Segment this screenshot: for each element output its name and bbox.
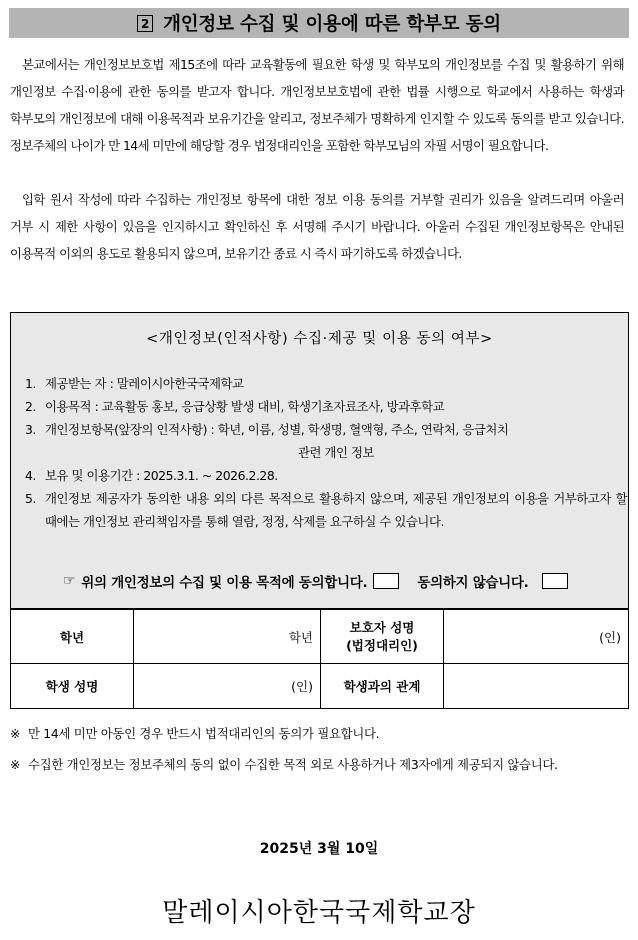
consent-item-list <box>25 372 627 533</box>
relation-label-cell <box>321 664 444 709</box>
student-name-label-cell <box>11 664 134 709</box>
guardian-name-sublabel: (법정대리인) <box>346 637 418 653</box>
item-number: 4. <box>25 468 36 483</box>
grade-label: 학년 <box>59 629 85 645</box>
section-title-bar <box>9 8 629 38</box>
item-text: 개인정보 제공자가 동의한 내용 외의 다른 목적으로 활용하지 않으며, 제공된 개인정보의 이용을 거부하고자 할 때에는 개인정보 관리책임자를 통해 열람, 정정, 삭제를 요구하실 수 있습니다. <box>45 491 627 529</box>
agree-checkbox[interactable] <box>373 573 399 589</box>
consent-item <box>25 418 627 464</box>
consent-item <box>25 372 627 395</box>
item-text <box>45 418 627 464</box>
grade-label-cell <box>11 610 134 664</box>
guardian-name-label-cell <box>321 610 444 664</box>
consent-title: <개인정보(인적사항) 수집·제공 및 이용 동의 여부> <box>146 331 493 347</box>
item-text-continuation: 관련 개인 정보 <box>297 445 375 460</box>
agree-label: 위의 개인정보의 수집 및 이용 목적에 동의합니다. <box>81 575 368 591</box>
item-number: 3. <box>25 422 36 437</box>
section-title: 개인정보 수집 및 이용에 따른 학부모 동의 <box>163 14 501 35</box>
item-number: 5. <box>25 491 36 506</box>
grade-input-cell[interactable] <box>134 610 321 664</box>
guardian-seal: (인) <box>599 629 621 645</box>
item-text: 이용목적 : 교육활동 홍보, 응급상황 발생 대비, 학생기초자료조사, 방과후학교 <box>45 399 445 414</box>
note-mark: ※ <box>10 757 21 772</box>
school-head-title: 말레이시아한국국제학교장 <box>162 898 476 928</box>
grade-suffix: 학년 <box>288 629 313 645</box>
item-text: 보유 및 이용기간 : 2025.3.1. ~ 2026.2.28. <box>45 468 278 483</box>
note-mark: ※ <box>10 726 21 741</box>
relation-label: 학생과의 관계 <box>343 679 421 694</box>
disagree-label: 동의하지 않습니다. <box>417 575 529 591</box>
document-date: 2025년 3월 10일 <box>259 841 379 857</box>
guardian-name-input-cell[interactable] <box>444 610 629 664</box>
note-1 <box>10 719 624 749</box>
student-seal: (인) <box>291 679 313 694</box>
consent-box <box>10 312 629 609</box>
pointing-hand-icon: ☞ <box>63 573 76 589</box>
relation-input-cell[interactable] <box>444 664 629 709</box>
note-text: 수집한 개인정보는 정보주체의 동의 없이 수집한 목적 외로 사용하거나 제3자에게 제공되지 않습니다. <box>28 757 558 772</box>
intro-paragraph-1-text: 본교에서는 개인정보보호법 제15조에 따라 교육활동에 필요한 학생 및 학부모의 개인정보를 수집 및 활용하기 위해 개인정보 수집·이용에 관한 동의를 받고자 합니다. 개인정보보호법에 관한 법률 시행으로 학교에서 사용하는 학생과 학부모의 개인정보에 대해 이용목적과 보유기간을 알리고, 정보주체가 명확하게 인지할 수 있도록 동의를 받고 있습니다. 정보주체의 나이가 만 14세 미만에 해당할 경우 법정대리인을 포함한 학부모님의 자필 서명이 필요합니다. <box>10 57 624 153</box>
consent-item <box>25 487 627 533</box>
intro-paragraph-1 <box>10 51 624 159</box>
signature-table <box>10 609 629 709</box>
student-name-label: 학생 성명 <box>45 679 99 694</box>
disagree-checkbox[interactable] <box>542 573 568 589</box>
item-number: 1. <box>25 376 36 391</box>
item-text-line: 개인정보항목(앞장의 인적사항) : 학년, 이름, 성별, 학생명, 혈액형, 주소, 연락처, 응급처치 <box>45 422 509 437</box>
note-text: 만 14세 미만 아동인 경우 반드시 법적대리인의 동의가 필요합니다. <box>28 726 380 741</box>
student-name-input-cell[interactable] <box>134 664 321 709</box>
item-number: 2. <box>25 399 36 414</box>
intro-paragraph-2-text: 입학 원서 작성에 따라 수집하는 개인정보 항목에 대한 정보 이용 동의를 거부할 권리가 있음을 알려드리며 아울러 거부 시 제한 사항이 있음을 인지하시고 확인하신 후 서명해 주시기 바랍니다. 아울러 수집된 개인정보항목은 안내된 이용목적 이외의 용도로 활용되지 않으며, 보유기간 종료 시 즉시 파기하도록 하겠습니다. <box>10 192 624 261</box>
guardian-name-label: 보호자 성명 <box>349 619 415 635</box>
item-text: 제공받는 자 : 말레이시아한국국제학교 <box>45 376 244 391</box>
agreement-line <box>63 571 574 591</box>
consent-item <box>25 395 627 418</box>
consent-item <box>25 464 627 487</box>
note-2 <box>10 750 624 780</box>
section-number: 2 <box>137 15 153 32</box>
intro-paragraph-2 <box>10 186 624 267</box>
